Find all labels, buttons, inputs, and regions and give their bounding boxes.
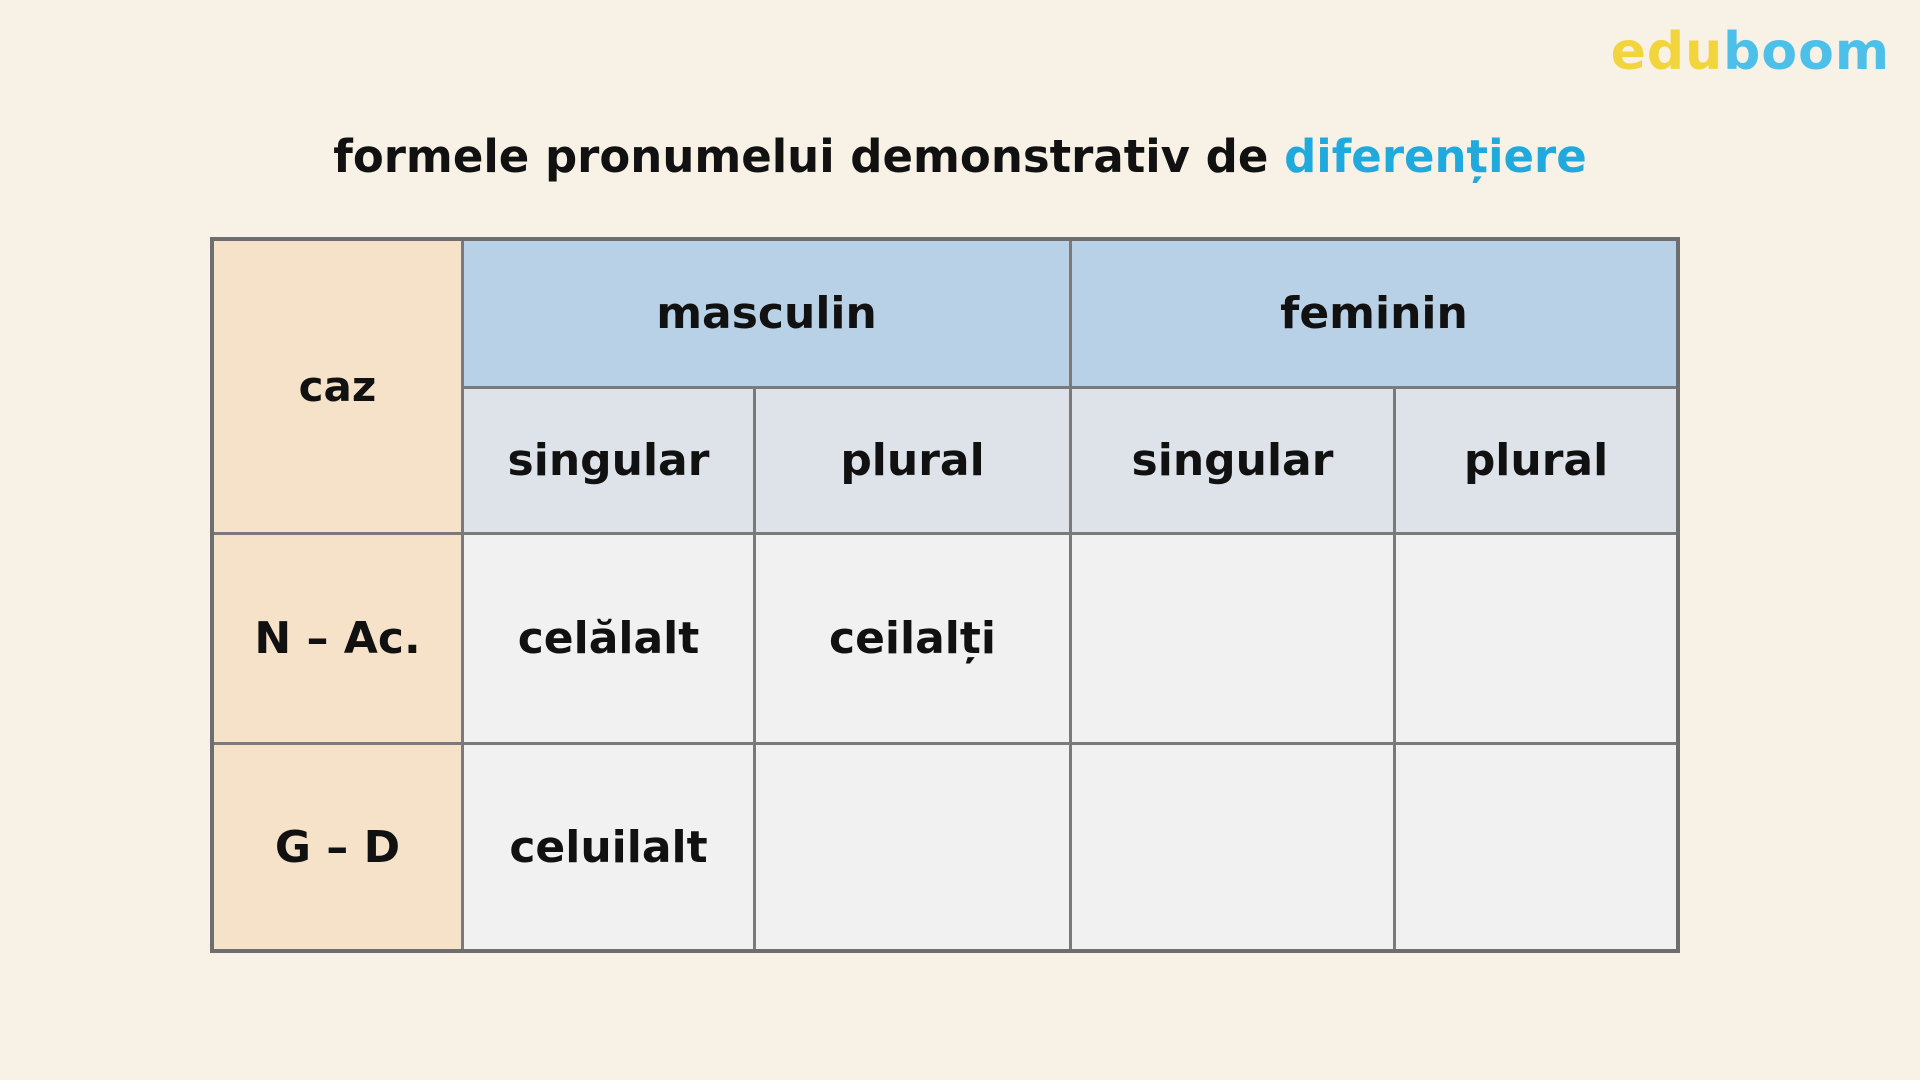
row-case-g-d: G – D [214,745,464,949]
cell-g-d-masc-plural [756,745,1072,949]
row-case-n-ac: N – Ac. [214,535,464,745]
header-masculin: masculin [464,241,1072,389]
declension-table [210,237,1680,953]
header-masc-plural: plural [756,389,1072,535]
cell-g-d-masc-singular: celuilalt [464,745,756,949]
logo-part-boom: boom [1723,22,1890,82]
cell-g-d-fem-plural [1396,745,1676,949]
title-highlight: diferențiere [1284,130,1587,183]
cell-n-ac-fem-singular [1072,535,1396,745]
cell-n-ac-fem-plural [1396,535,1676,745]
title-prefix: formele pronumelui demonstrativ de [333,130,1285,183]
cell-n-ac-masc-singular: celălalt [464,535,756,745]
header-fem-plural: plural [1396,389,1676,535]
header-fem-singular: singular [1072,389,1396,535]
eduboom-logo [1611,22,1890,82]
cell-n-ac-masc-plural: ceilalți [756,535,1072,745]
page-title [0,130,1920,183]
header-feminin: feminin [1072,241,1676,389]
logo-part-edu: edu [1610,22,1724,82]
cell-g-d-fem-singular [1072,745,1396,949]
header-caz: caz [214,241,464,535]
header-masc-singular: singular [464,389,756,535]
